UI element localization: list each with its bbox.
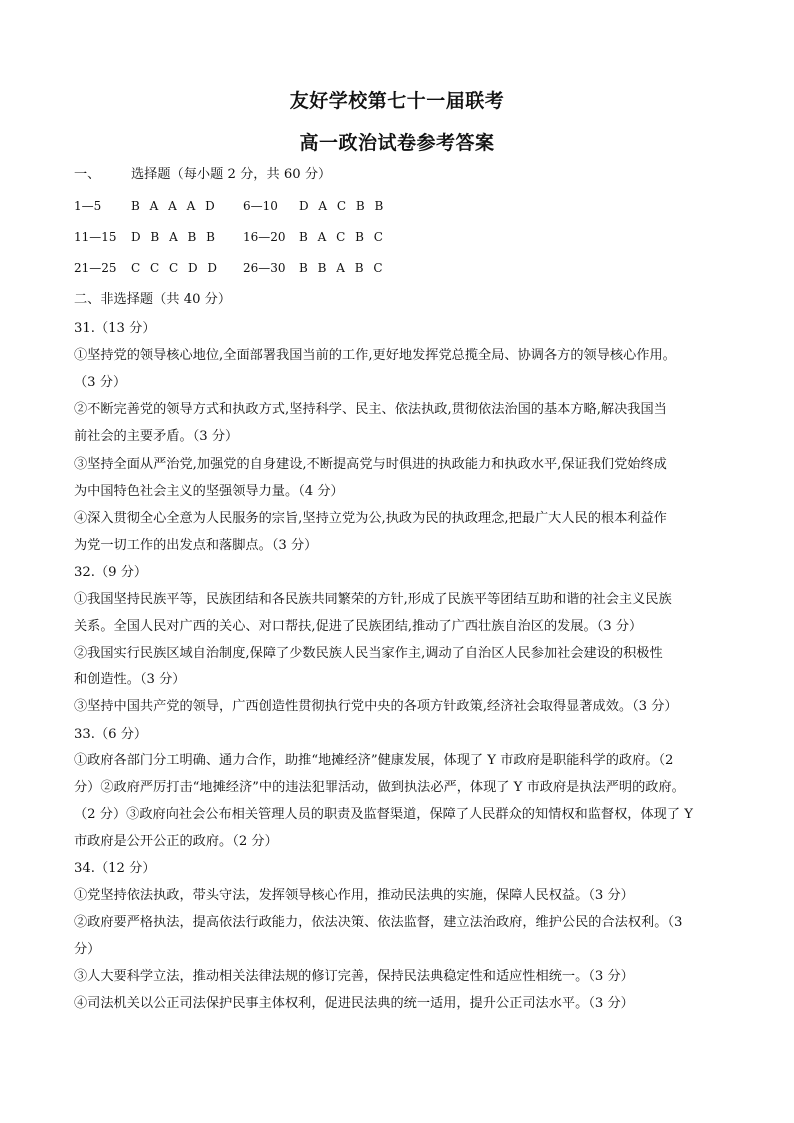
school-title: 友好学校第七十一届联考 — [289, 90, 505, 112]
question-heading: 31.（13 分） — [74, 321, 156, 336]
question-range: 16—20 — [243, 230, 286, 244]
answer-text: 市政府是公开公正的政府。（2 分） — [74, 834, 278, 849]
section-1-heading — [74, 166, 734, 184]
section-2-heading: 二、非选择题（共 40 分） — [74, 292, 232, 307]
answer-row — [74, 261, 411, 275]
answer-key: D B A B B — [131, 230, 218, 244]
exam-title: 高一政治试卷参考答案 — [299, 132, 495, 154]
answer-text: ①坚持党的领导核心地位,全面部署我国当前的工作,更好地发挥党总揽全局、协调各方的领导核心作用。 — [74, 348, 676, 363]
question-range: 26—30 — [243, 261, 286, 275]
answer-text: ②我国实行民族区域自治制度,保障了少数民族人民当家作主,调动了自治区人民参加社会建设的积极性 — [74, 646, 663, 661]
question-heading: 33.（6 分） — [74, 727, 148, 742]
answer-text: （3 分） — [74, 375, 127, 390]
answer-text: ③人大要科学立法，推动相关法律法规的修订完善，保持民法典稳定性和适应性相统一。（3 分） — [74, 969, 634, 984]
answer-text: ②不断完善党的领导方式和执政方式,坚持科学、民主、依法执政,贯彻依法治国的基本方略,解决我国当 — [74, 402, 667, 417]
question-range: 21—25 — [74, 261, 117, 275]
answer-row — [74, 230, 411, 244]
answer-text: ③坚持全面从严治党,加强党的自身建设,不断提高党与时俱进的执政能力和执政水平,保证我们党始终成 — [74, 457, 667, 472]
answer-text: 为中国特色社会主义的坚强领导力量。（4 分） — [74, 484, 344, 499]
section-1-title: 选择题（每小题 2 分，共 60 分） — [131, 167, 332, 182]
answer-key: B B A B C — [299, 261, 386, 275]
answer-key: D A C B B — [299, 199, 387, 213]
answer-text: 分）②政府严厉打击“地摊经济”中的违法犯罪活动，做到执法必严，体现了 Y 市政府是执法严明的政府。 — [74, 780, 685, 795]
question-heading: 34.（12 分） — [74, 861, 156, 876]
answer-text: ④深入贯彻全心全意为人民服务的宗旨,坚持立党为公,执政为民的执政理念,把最广大人民的根本利益作 — [74, 511, 667, 526]
answer-text: 分） — [74, 942, 101, 957]
answer-text: 前社会的主要矛盾。（3 分） — [74, 429, 239, 444]
answer-text: 关系。全国人民对广西的关心、对口帮扶,促进了民族团结,推动了广西壮族自治区的发展。（3 分） — [74, 619, 643, 634]
answer-text: ①政府各部门分工明确、通力合作，助推“地摊经济”健康发展，体现了 Y 市政府是职能科学的政府。（2 — [74, 753, 674, 768]
question-range: 11—15 — [74, 230, 117, 244]
question-range: 6—10 — [243, 199, 278, 213]
answer-row — [74, 199, 411, 213]
question-range: 1—5 — [74, 199, 102, 213]
answer-text: （2 分）③政府向社会公布相关管理人员的职责及监督渠道，保障了人民群众的知情权和监督权，体现了 Y — [74, 807, 693, 822]
answer-text: 为党一切工作的出发点和落脚点。（3 分） — [74, 538, 318, 553]
answer-text: ①我国坚持民族平等，民族团结和各民族共同繁荣的方针,形成了民族平等团结互助和谐的社会主义民族 — [74, 592, 672, 607]
answer-key: C C C D D — [131, 261, 221, 275]
answer-text: ①党坚持依法执政，带头守法，发挥领导核心作用，推动民法典的实施，保障人民权益。（3 分） — [74, 888, 634, 903]
answer-key: B A A A D — [131, 199, 218, 213]
answer-text: ②政府要严格执法，提高依法行政能力，依法决策、依法监督，建立法治政府，维护公民的合法权利。（3 — [74, 915, 683, 930]
answer-key: B A C B C — [299, 230, 386, 244]
section-1-index: 一、 — [74, 167, 101, 182]
answer-text: ④司法机关以公正司法保护民事主体权利，促进民法典的统一适用，提升公正司法水平。（3 分） — [74, 996, 634, 1011]
answer-text: 和创造性。（3 分） — [74, 672, 186, 687]
question-heading: 32.（9 分） — [74, 565, 148, 580]
answer-text: ③坚持中国共产党的领导，广西创造性贯彻执行党中央的各项方针政策,经济社会取得显著成效。（3 分） — [74, 699, 678, 714]
